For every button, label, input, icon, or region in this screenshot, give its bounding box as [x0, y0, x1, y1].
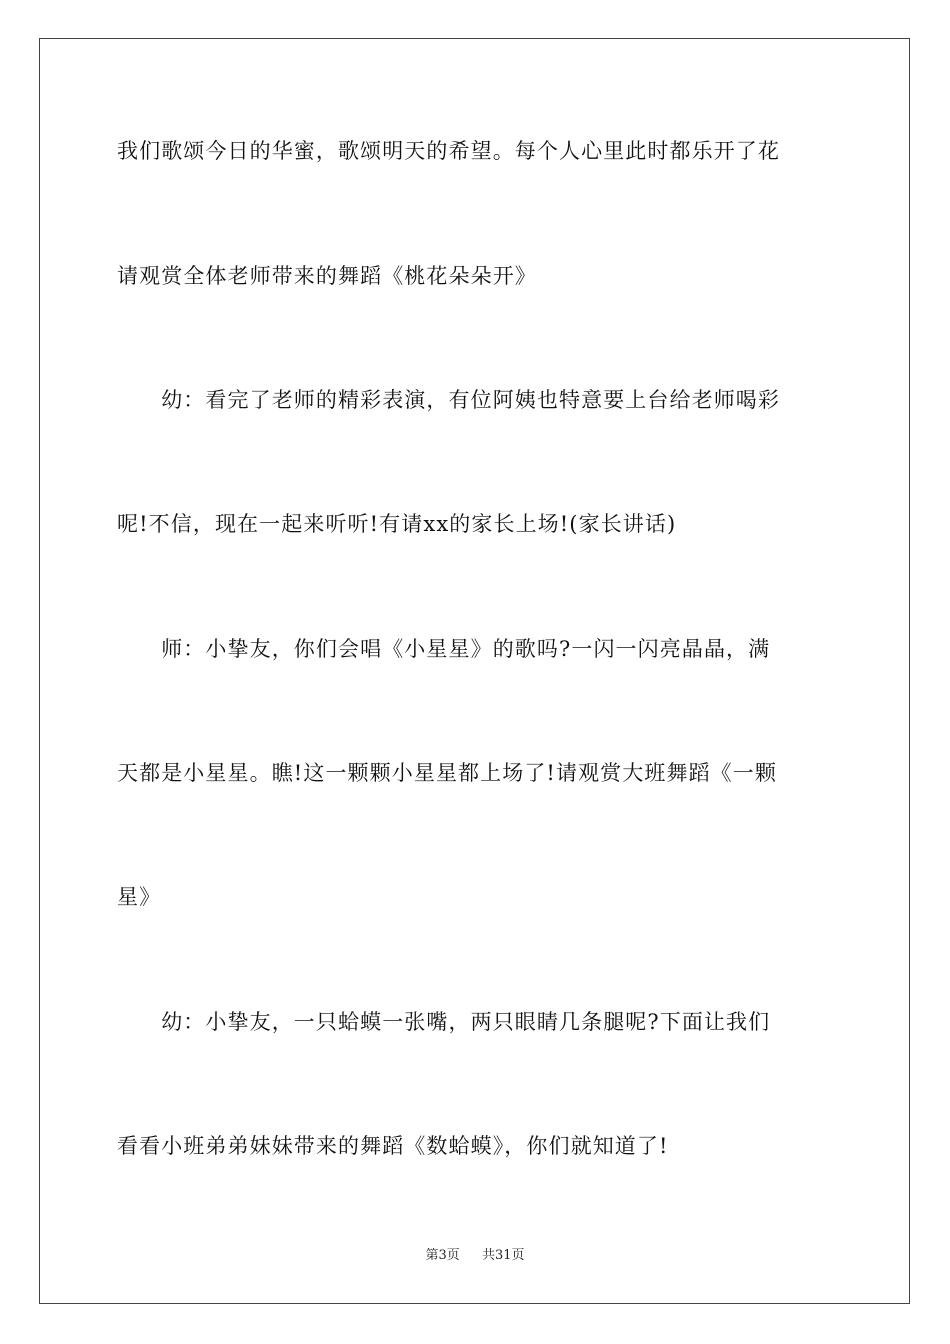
text-line-2: 请观赏全体老师带来的舞蹈《桃花朵朵开》	[117, 264, 537, 288]
page-footer	[0, 1247, 950, 1265]
page-number: 第3页	[425, 1248, 460, 1263]
text-line-7: 星》	[117, 885, 162, 909]
text-line-1: 我们歌颂今日的华蜜，歌颂明天的希望。每个人心里此时都乐开了花	[117, 139, 780, 163]
text-line-6: 天都是小星星。瞧!这一颗颗小星星都上场了!请观赏大班舞蹈《一颗	[117, 761, 777, 785]
text-line-8: 幼：小挚友，一只蛤蟆一张嘴，两只眼睛几条腿呢?下面让我们	[117, 1010, 771, 1034]
text-line-5: 师：小挚友，你们会唱《小星星》的歌吗?一闪一闪亮晶晶，满	[117, 637, 771, 661]
page-total: 共31页	[482, 1248, 525, 1263]
text-line-3: 幼：看完了老师的精彩表演，有位阿姨也特意要上台给老师喝彩	[117, 388, 780, 412]
text-line-9: 看看小班弟弟妹妹带来的舞蹈《数蛤蟆》，你们就知道了!	[117, 1134, 669, 1158]
text-line-4: 呢!不信，现在一起来听听!有请xx的家长上场!(家长讲话)	[117, 512, 677, 536]
page-border	[39, 38, 910, 1304]
